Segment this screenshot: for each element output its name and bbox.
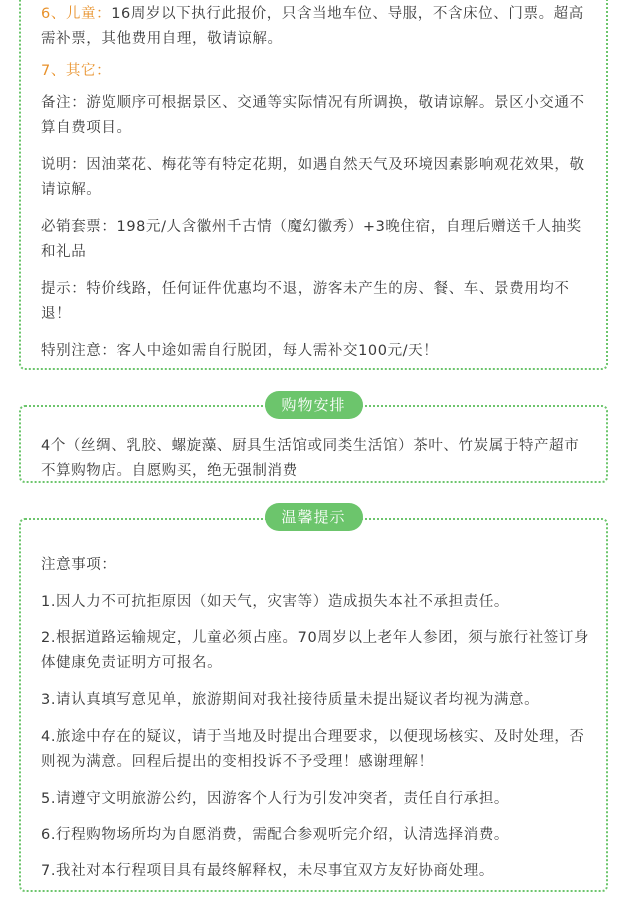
fee-notes-panel bbox=[19, 0, 608, 370]
reminder-item: 7.我社对本行程项目具有最终解释权，未尽事宜双方友好协商处理。 bbox=[41, 863, 494, 879]
shopping-text: 4个（丝绸、乳胶、螺旋藻、厨具生活馆或同类生活馆）茶叶、竹炭属于特产超市不算购物店。自愿购买，绝无强制消费 bbox=[41, 438, 580, 479]
note-text: 备注：游览顺序可根据景区、交通等实际情况有所调换，敬请谅解。景区小交通不算自费项目。 bbox=[41, 95, 585, 136]
reminder-item: 1.因人力不可抗拒原因（如天气，灾害等）造成损失本社不承担责任。 bbox=[41, 594, 510, 610]
special-note-text: 特别注意：客人中途如需自行脱团，每人需补交100元/天！ bbox=[41, 343, 439, 359]
reminder-item: 4.旅途中存在的疑议，请于当地及时提出合理要求，以便现场核实、及时处理，否则视为满意。回程后提出的变相投诉不予受理！感谢理解！ bbox=[41, 729, 585, 770]
reminder-item: 2.根据道路运输规定，儿童必须占座。70周岁以上老年人参团，须与旅行社签订身体健康免责证明方可报名。 bbox=[41, 630, 590, 671]
children-heading: 6、儿童： bbox=[41, 6, 112, 22]
reminder-item: 5.请遵守文明旅游公约，因游客个人行为引发冲突者，责任自行承担。 bbox=[41, 791, 510, 807]
children-text: 16周岁以下执行此报价，只含当地车位、导服，不含床位、门票。超高需补票，其他费用自理，敬请谅解。 bbox=[41, 6, 584, 47]
other-heading: 7、其它： bbox=[41, 63, 112, 79]
reminder-intro: 注意事项： bbox=[41, 557, 117, 573]
reminder-title-badge: 温馨提示 bbox=[264, 503, 362, 531]
reminder-item: 6.行程购物场所均为自愿消费，需配合参观听完介绍，认清选择消费。 bbox=[41, 827, 510, 843]
reminder-item: 3.请认真填写意见单，旅游期间对我社接待质量未提出疑议者均视为满意。 bbox=[41, 692, 540, 708]
reminder-panel bbox=[19, 508, 608, 892]
must-ticket-text: 必销套票：198元/人含徽州千古情（魔幻徽秀）+3晚住宿，自理后赠送千人抽奖和礼品 bbox=[41, 219, 582, 260]
tip-text: 提示：特价线路，任何证件优惠均不退，游客未产生的房、餐、车、景费用均不退！ bbox=[41, 281, 570, 322]
explain-text: 说明：因油菜花、梅花等有特定花期，如遇自然天气及环境因素影响观花效果，敬请谅解。 bbox=[41, 157, 585, 198]
shopping-title-badge: 购物安排 bbox=[264, 391, 362, 419]
shopping-panel bbox=[19, 396, 608, 483]
children-policy bbox=[41, 2, 592, 52]
